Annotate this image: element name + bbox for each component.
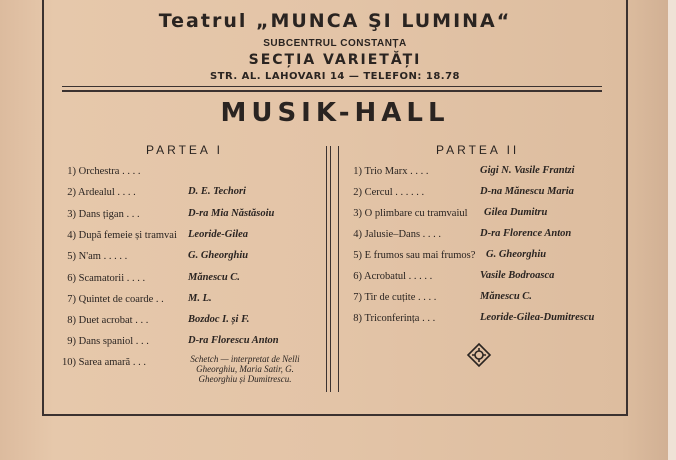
part-2-heading: PARTEA II [436,143,520,157]
program-item: 4) Jalusie–Dans . . . . [353,229,442,240]
program-item: 1) Orchestra . . . . [67,166,141,177]
performer: D-na Mănescu Maria [480,186,574,197]
performer: Leoride-Gilea [188,229,249,240]
column-divider-left [326,146,327,392]
performer: D-ra Mia Năstăsoiu [188,208,275,219]
program-item: 2) Cercul . . . . . . [353,187,425,198]
performer: D. E. Techori [188,186,246,197]
sketch-note: Schetch — interpretat de Nelli Gheorghiu, Maria Satir, G. Gheorghiu și Dumitrescu. [190,354,300,384]
program-item: 7) Quintet de coarde . . [67,294,164,305]
column-divider-right [338,146,339,392]
program-item: 3) O plimbare cu tramvaiul [353,208,468,219]
subcentre-line: SUBCENTRUL CONSTANȚA [263,38,407,49]
section-name: SECȚIA VARIETĂȚI [248,52,422,68]
performer: Gigi N. Vasile Frantzi [480,165,575,176]
address-line: STR. AL. LAHOVARI 14 — TELEFON: 18.78 [209,71,461,82]
program-item: 8) Triconferința . . . [353,313,436,324]
program-item: 9) Dans spaniol . . . [67,336,149,347]
header-rule [62,86,602,92]
performer: Leoride-Gilea-Dumitrescu [480,312,595,323]
program-item: 2) Ardealul . . . . [67,187,136,198]
program-item: 6) Acrobatul . . . . . [353,271,433,282]
part-1-heading: PARTEA I [146,143,223,157]
program-item: 8) Duet acrobat . . . [67,315,149,326]
program-item: 7) Tir de cuțite . . . . [353,292,437,303]
performer: Mănescu C. [188,272,240,283]
performer: Bozdoc I. și F. [188,314,250,325]
program-item: 10) Sarea amară . . . [62,357,146,368]
theatre-name: Teatrul „MUNCA ŞI LUMINA“ [158,10,512,32]
performer: Gilea Dumitru [484,207,548,218]
program-item: 5) E frumos sau mai frumos? [353,250,476,261]
program-item: 1) Trio Marx . . . . [353,166,429,177]
performer: G. Gheorghiu [188,250,249,261]
scan-edge [668,0,676,460]
ornament-icon [466,342,492,368]
column-divider-inner [330,146,331,392]
program-item: 3) Dans țigan . . . [67,209,140,220]
performer: D-ra Florescu Anton [188,335,279,346]
performer: D-ra Florence Anton [480,228,572,239]
performer: G. Gheorghiu [486,249,547,260]
show-title: MUSIK-HALL [220,98,450,128]
program-item: 6) Scamatorii . . . . [67,273,146,284]
program-item: 5) N'am . . . . . [67,251,128,262]
performer: Mănescu C. [480,291,532,302]
program-item: 4) După femeie și tramvai [67,230,177,241]
performer: Vasile Bodroasca [480,270,555,281]
performer: M. L. [188,293,212,304]
